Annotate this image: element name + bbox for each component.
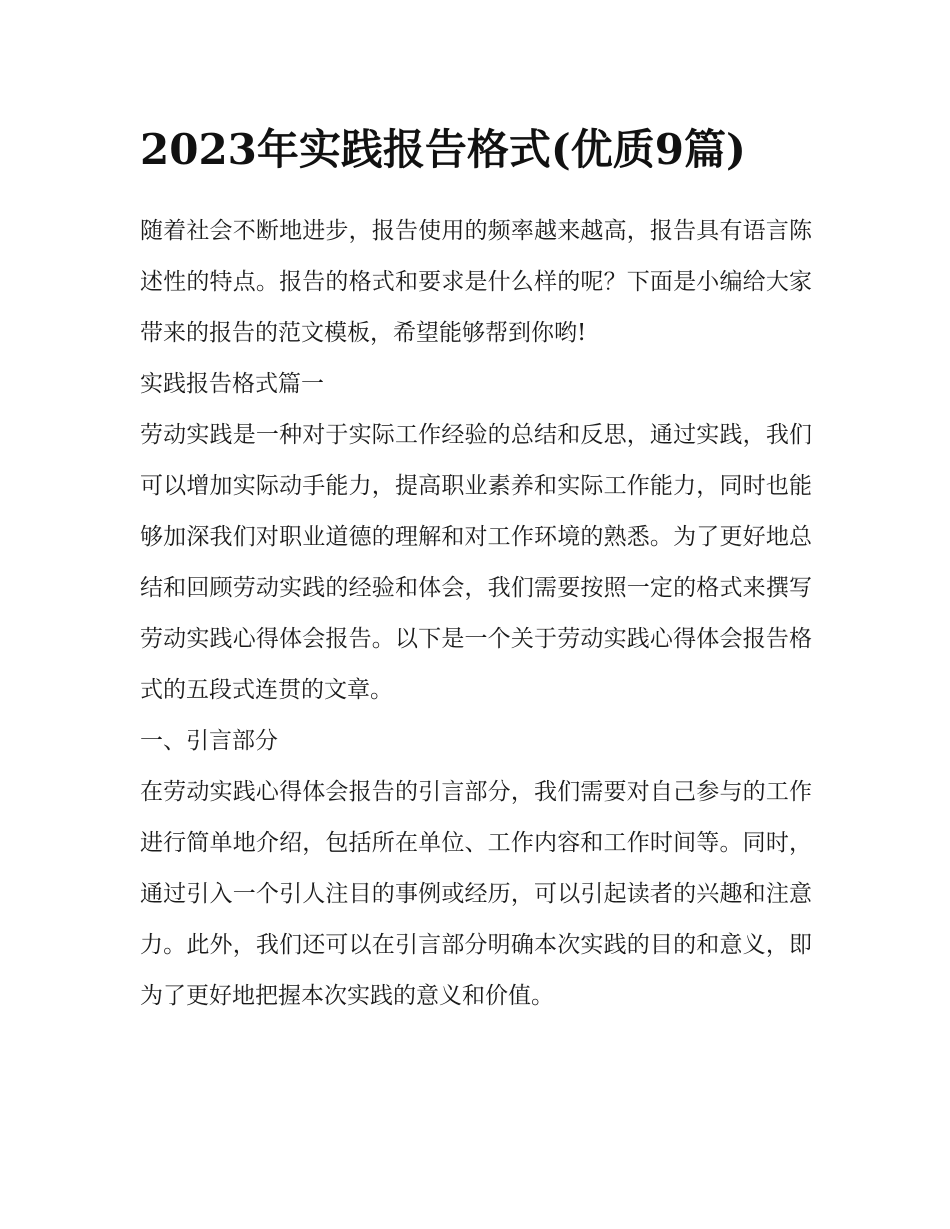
document-body xyxy=(140,112,812,1022)
intro-paragraph: 随着社会不断地进步，报告使用的频率越来越高，报告具有语言陈述性的特点。报告的格式和要求是什么样的呢？下面是小编给大家带来的报告的范文模板，希望能够帮到你哟! xyxy=(140,218,812,346)
section-heading-introduction: 一、引言部分 xyxy=(140,728,278,754)
document-title: 2023年实践报告格式(优质9篇) xyxy=(140,125,746,174)
body-paragraph: 劳动实践是一种对于实际工作经验的总结和反思，通过实践，我们可以增加实际动手能力，提高职业素养和实际工作能力，同时也能够加深我们对职业道德的理解和对工作环境的熟悉。为了更好地总结和回顾劳动实践的经验和体会，我们需要按照一定的格式来撰写劳动实践心得体会报告。以下是一个关于劳动实践心得体会报告格式的五段式连贯的文章。 xyxy=(140,422,812,703)
section-heading-part-one: 实践报告格式篇一 xyxy=(140,371,324,397)
body-paragraph: 在劳动实践心得体会报告的引言部分，我们需要对自己参与的工作进行简单地介绍，包括所在单位、工作内容和工作时间等。同时，通过引入一个引人注目的事例或经历，可以引起读者的兴趣和注意力。此外，我们还可以在引言部分明确本次实践的目的和意义，即为了更好地把握本次实践的意义和价值。 xyxy=(140,779,812,1009)
